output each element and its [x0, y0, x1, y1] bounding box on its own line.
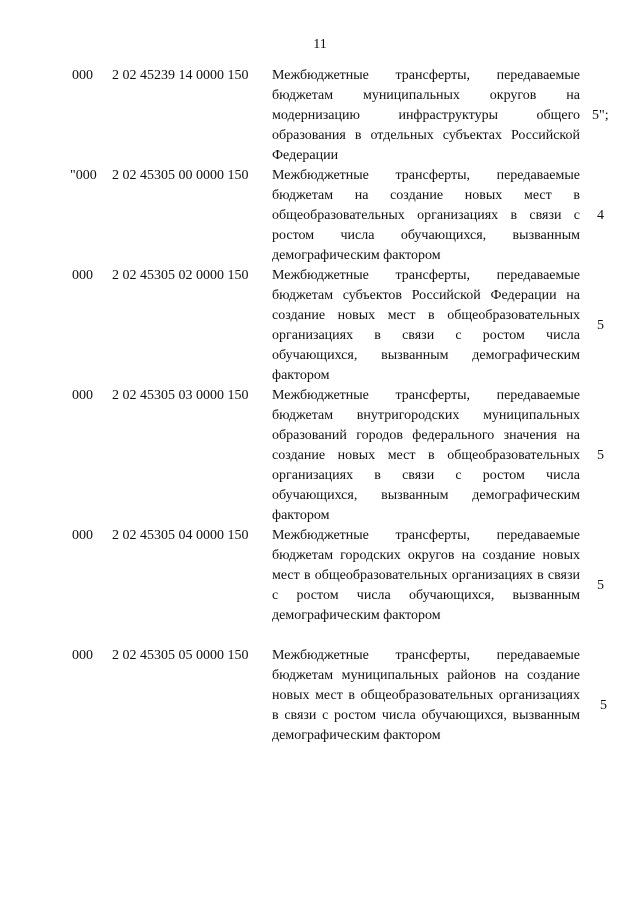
budget-classification-code: 2 02 45305 03 0000 150	[112, 388, 249, 403]
norm-value: 5	[597, 578, 604, 593]
admin-code: 000	[72, 388, 93, 403]
table-row	[0, 646, 640, 766]
table-row	[0, 166, 640, 266]
page-number: 11	[313, 37, 327, 52]
revenue-name: Межбюджетные трансферты, передаваемые бюджетам внутригородских муниципальных образований городов федерального значения на создание новых мест в общеобразовательных организациях в связи с ростом числа обучающихся, вызванным демографическим фактором	[272, 388, 580, 523]
table-row	[0, 266, 640, 386]
budget-classification-code: 2 02 45239 14 0000 150	[112, 68, 249, 83]
revenue-name: Межбюджетные трансферты, передаваемые бюджетам субъектов Российской Федерации на создание новых мест в общеобразовательных организациях в связи с ростом числа обучающихся, вызванным демографическим фактором	[272, 268, 580, 383]
admin-code: 000	[72, 528, 93, 543]
norm-value: 5";	[592, 108, 609, 123]
revenue-name: Межбюджетные трансферты, передаваемые бюджетам муниципальных округов на модернизацию инфраструктуры общего образования в отдельных субъектах Российской Федерации	[272, 68, 580, 163]
budget-classification-code: 2 02 45305 02 0000 150	[112, 268, 249, 283]
admin-code: 000	[72, 68, 93, 83]
revenue-name: Межбюджетные трансферты, передаваемые бюджетам городских округов на создание новых мест в общеобразовательных организациях в связи с ростом числа обучающихся, вызванным демографическим фактором	[272, 528, 580, 623]
norm-value: 5	[597, 318, 604, 333]
admin-code: "000	[70, 168, 97, 183]
table-row	[0, 66, 640, 166]
table-row	[0, 386, 640, 526]
revenue-name: Межбюджетные трансферты, передаваемые бюджетам на создание новых мест в общеобразовательных организациях в связи с ростом числа обучающихся, вызванным демографическим фактором	[272, 168, 580, 263]
budget-classification-code: 2 02 45305 04 0000 150	[112, 528, 249, 543]
admin-code: 000	[72, 648, 93, 663]
revenue-name: Межбюджетные трансферты, передаваемые бюджетам муниципальных районов на создание новых мест в общеобразовательных организациях в связи с ростом числа обучающихся, вызванным демографическим фактором	[272, 648, 580, 743]
budget-classification-code: 2 02 45305 00 0000 150	[112, 168, 249, 183]
norm-value: 4	[597, 208, 604, 223]
admin-code: 000	[72, 268, 93, 283]
table-row	[0, 526, 640, 646]
budget-code-table	[0, 66, 640, 766]
budget-classification-code: 2 02 45305 05 0000 150	[112, 648, 249, 663]
norm-value: 5	[600, 698, 607, 713]
norm-value: 5	[597, 448, 604, 463]
